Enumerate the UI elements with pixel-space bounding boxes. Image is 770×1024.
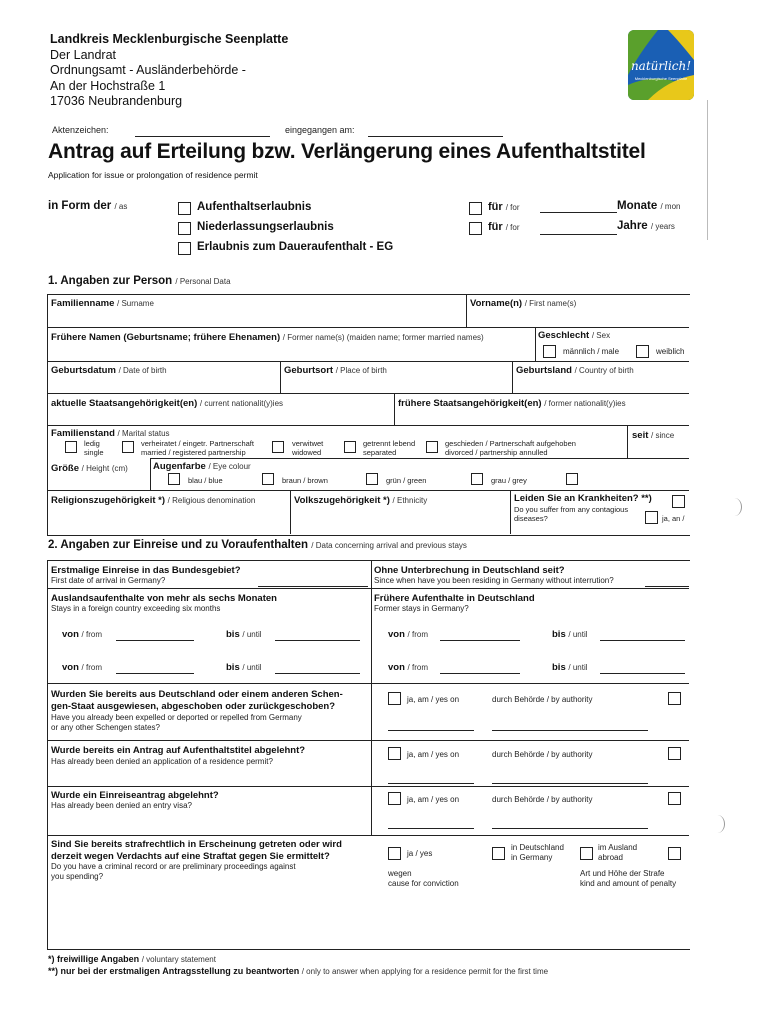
eye-blue-checkbox[interactable]	[168, 473, 180, 485]
divorced-label: geschieden / Partnerschaft aufgehoben divorced / partnership annulled	[445, 439, 576, 457]
diseases-no-checkbox[interactable]	[672, 495, 685, 508]
form-type-label: in Form der / as	[48, 200, 128, 212]
nationality-label: aktuelle Staatsangehörigkeit(en) / current nationalit(y)ies	[51, 398, 284, 409]
expelled-yes-checkbox[interactable]	[388, 692, 401, 705]
denied-visa-question-en: Has already been denied an entry visa?	[51, 801, 192, 810]
denied-permit-authority-label: durch Behörde / by authority	[492, 750, 593, 759]
years-label: Jahre / years	[617, 220, 675, 232]
height-label: Größe / Height (cm)	[51, 463, 128, 474]
denied-visa-authority-field[interactable]	[492, 816, 648, 829]
denied-permit-yes-checkbox[interactable]	[388, 747, 401, 760]
for-years-label: für / for	[488, 221, 520, 233]
expelled-question-en: Have you already been expelled or deported or repelled from Germany or any other Schengen states?	[51, 713, 302, 732]
svg-text:natürlich!: natürlich!	[630, 59, 692, 73]
diseases-en-label: Do you suffer from any contagious diseases?	[514, 505, 629, 523]
file-number-field[interactable]	[135, 124, 270, 137]
address-line-2: Der Landrat	[50, 47, 117, 62]
eye-colour-label: Augenfarbe / Eye colour	[153, 461, 251, 472]
married-label: verheiratet / eingetr. Partnerschaft married / registered partnership	[141, 439, 254, 457]
months-label: Monate / mon	[617, 200, 681, 212]
uninterrupted-label: Ohne Unterbrechung in Deutschland seit?	[374, 565, 565, 576]
uninterrupted-field[interactable]	[645, 574, 689, 587]
place-of-birth-label: Geburtsort / Place of birth	[284, 365, 387, 376]
criminal-record-question-en: Do you have a criminal record or are preliminary proceedings against you spending?	[51, 862, 296, 881]
germany-until-label-2: bis / until	[552, 662, 588, 673]
germany-from-label-2: von / from	[388, 662, 428, 673]
criminal-record-question: Sind Sie bereits strafrechtlich in Erscheinung getreten oder wird derzeit wegen Verdachts auf eine Straftat gegen Sie ermittelt?	[51, 839, 342, 862]
abroad-until-label-1: bis / until	[226, 629, 262, 640]
penalty-label: Art und Höhe der Strafe kind and amount of penalty	[580, 869, 677, 888]
conviction-cause-label: wegen cause for conviction	[388, 869, 459, 888]
male-label: männlich / male	[563, 347, 620, 356]
separated-label: getrennt lebend separated	[363, 439, 416, 457]
eye-other-checkbox[interactable]	[566, 473, 578, 485]
criminal-yes-label: ja / yes	[407, 849, 433, 858]
denied-permit-authority-field[interactable]	[492, 771, 648, 784]
stays-abroad-en: Stays in a foreign country exceeding six months	[51, 604, 221, 613]
months-checkbox[interactable]	[469, 202, 482, 215]
months-field[interactable]	[540, 200, 617, 213]
diseases-label: Leiden Sie an Krankheiten? **)	[514, 493, 652, 504]
denied-permit-yes-label: ja, am / yes on	[407, 750, 460, 759]
scan-edge-line	[707, 100, 708, 240]
germany-from-field-2[interactable]	[440, 661, 520, 674]
page-subtitle: Application for issue or prolongation of residence permit	[48, 170, 258, 180]
divorced-checkbox[interactable]	[426, 441, 438, 453]
germany-until-field-2[interactable]	[600, 661, 685, 674]
denied-visa-yes-label: ja, am / yes on	[407, 795, 460, 804]
first-name-label: Vorname(n) / First name(s)	[470, 298, 577, 309]
settlement-permit-label: Niederlassungserlaubnis	[197, 221, 334, 233]
punch-hole-mark	[710, 815, 725, 833]
eye-brown-label: braun / brown	[282, 476, 328, 485]
surname-label: Familienname / Surname	[51, 298, 154, 309]
abroad-from-field-1[interactable]	[116, 628, 194, 641]
widowed-label: verwitwet widowed	[292, 439, 324, 457]
punch-hole-mark	[727, 498, 742, 516]
criminal-germany-checkbox[interactable]	[492, 847, 505, 860]
footnote-1: *) freiwillige Angaben / voluntary statement	[48, 954, 216, 964]
marital-status-label: Familienstand / Marital status	[51, 428, 170, 439]
received-date-label: eingegangen am:	[285, 125, 355, 135]
address-line-1: Landkreis Mecklenburgische Seenplatte	[50, 32, 289, 46]
denied-visa-question: Wurde ein Einreiseantrag abgelehnt?	[51, 790, 219, 801]
file-number-label: Aktenzeichen:	[52, 125, 109, 135]
former-nationality-label: frühere Staatsangehörigkeit(en) / former nationalit(y)ies	[398, 398, 626, 409]
district-logo	[628, 30, 694, 100]
permanent-residence-checkbox[interactable]	[178, 242, 191, 255]
criminal-abroad-checkbox[interactable]	[580, 847, 593, 860]
expelled-yes-label: ja, am / yes on	[407, 695, 460, 704]
criminal-germany-label: in Deutschland in Germany	[511, 843, 564, 862]
expelled-authority-checkbox[interactable]	[668, 692, 681, 705]
denied-permit-question: Wurde bereits ein Antrag auf Aufenthaltstitel abgelehnt?	[51, 745, 306, 756]
page-title: Antrag auf Erteilung bzw. Verlängerung eines Aufenthaltstitel	[48, 140, 646, 163]
single-label: ledig single	[84, 439, 104, 457]
years-checkbox[interactable]	[469, 222, 482, 235]
stays-abroad-label: Auslandsaufenthalte von mehr als sechs Monaten	[51, 593, 277, 604]
germany-until-label-1: bis / until	[552, 629, 588, 640]
ethnicity-label: Volkszugehörigkeit *) / Ethnicity	[294, 495, 428, 506]
sex-label: Geschlecht / Sex	[538, 330, 611, 341]
female-label: weiblich	[656, 347, 685, 356]
abroad-from-label-2: von / from	[62, 662, 102, 673]
eye-green-label: grün / green	[386, 476, 427, 485]
denied-permit-question-en: Has already been denied an application of a residence permit?	[51, 757, 273, 766]
widowed-checkbox[interactable]	[272, 441, 284, 453]
eye-blue-label: blau / blue	[188, 476, 223, 485]
former-names-label: Frühere Namen (Geburtsname; frühere Ehenamen) / Former name(s) (maiden name; former married names)	[51, 332, 484, 343]
residence-permit-checkbox[interactable]	[178, 202, 191, 215]
denied-permit-date-field[interactable]	[388, 771, 474, 784]
former-stays-en: Former stays in Germany?	[374, 604, 469, 613]
eye-green-checkbox[interactable]	[366, 473, 378, 485]
received-date-field[interactable]	[368, 124, 503, 137]
germany-until-field-1[interactable]	[600, 628, 685, 641]
since-label: seit / since	[632, 430, 675, 441]
single-checkbox[interactable]	[65, 441, 77, 453]
denied-visa-authority-label: durch Behörde / by authority	[492, 795, 593, 804]
address-line-4: An der Hochstraße 1	[50, 78, 166, 93]
address-line-3: Ordnungsamt - Ausländerbehörde -	[50, 63, 246, 77]
criminal-abroad-label: im Ausland abroad	[598, 843, 638, 862]
germany-from-label-1: von / from	[388, 629, 428, 640]
expelled-date-field[interactable]	[388, 718, 474, 731]
germany-from-field-1[interactable]	[440, 628, 520, 641]
male-checkbox[interactable]	[543, 345, 556, 358]
former-stays-label: Frühere Aufenthalte in Deutschland	[374, 593, 535, 604]
residence-permit-label: Aufenthaltserlaubnis	[197, 201, 312, 213]
expelled-authority-label: durch Behörde / by authority	[492, 695, 593, 704]
abroad-until-field-1[interactable]	[275, 628, 360, 641]
abroad-from-label-1: von / from	[62, 629, 102, 640]
permanent-residence-label: Erlaubnis zum Daueraufenthalt - EG	[197, 241, 394, 253]
diseases-yes-label: ja, an /	[662, 514, 685, 523]
abroad-from-field-2[interactable]	[116, 661, 194, 674]
section-1-heading: 1. Angaben zur Person / Personal Data	[48, 275, 231, 287]
diseases-yes-checkbox[interactable]	[645, 511, 658, 524]
expelled-question: Wurden Sie bereits aus Deutschland oder einem anderen Schen- gen-Staat ausgewiesen, abgeschoben oder zurückgeschoben?	[51, 689, 343, 712]
authority-address	[50, 32, 288, 110]
denied-permit-authority-checkbox[interactable]	[668, 747, 681, 760]
abroad-until-field-2[interactable]	[275, 661, 360, 674]
denied-visa-date-field[interactable]	[388, 816, 474, 829]
uninterrupted-en: Since when have you been residing in Germany without interrution?	[374, 576, 614, 585]
eye-brown-checkbox[interactable]	[262, 473, 274, 485]
first-arrival-field[interactable]	[258, 574, 368, 587]
separated-checkbox[interactable]	[344, 441, 356, 453]
abroad-until-label-2: bis / until	[226, 662, 262, 673]
for-months-label: für / for	[488, 201, 520, 213]
years-field[interactable]	[540, 220, 617, 235]
address-line-5: 17036 Neubrandenburg	[50, 94, 183, 108]
expelled-authority-field[interactable]	[492, 718, 648, 731]
section-2-heading: 2. Angaben zur Einreise und zu Voraufenthalten / Data concerning arrival and previous stays	[48, 539, 467, 551]
eye-grey-checkbox[interactable]	[471, 473, 483, 485]
female-checkbox[interactable]	[636, 345, 649, 358]
date-of-birth-label: Geburtsdatum / Date of birth	[51, 365, 167, 376]
religion-label: Religionszugehörigkeit *) / Religious denomination	[51, 495, 256, 506]
first-arrival-label: Erstmalige Einreise in das Bundesgebiet?	[51, 565, 241, 576]
country-of-birth-label: Geburtsland / Country of birth	[516, 365, 634, 376]
denied-visa-yes-checkbox[interactable]	[388, 792, 401, 805]
married-checkbox[interactable]	[122, 441, 134, 453]
denied-visa-authority-checkbox[interactable]	[668, 792, 681, 805]
eye-grey-label: grau / grey	[491, 476, 527, 485]
first-arrival-en: First date of arrival in Germany?	[51, 576, 166, 585]
settlement-permit-checkbox[interactable]	[178, 222, 191, 235]
criminal-extra-checkbox[interactable]	[668, 847, 681, 860]
svg-text:Mecklenburgische Seenplatte: Mecklenburgische Seenplatte	[634, 76, 688, 81]
footnote-2: **) nur bei der erstmaligen Antragsstellung zu beantworten / only to answer when applying for a residence permit for the first time	[48, 966, 549, 976]
criminal-yes-checkbox[interactable]	[388, 847, 401, 860]
